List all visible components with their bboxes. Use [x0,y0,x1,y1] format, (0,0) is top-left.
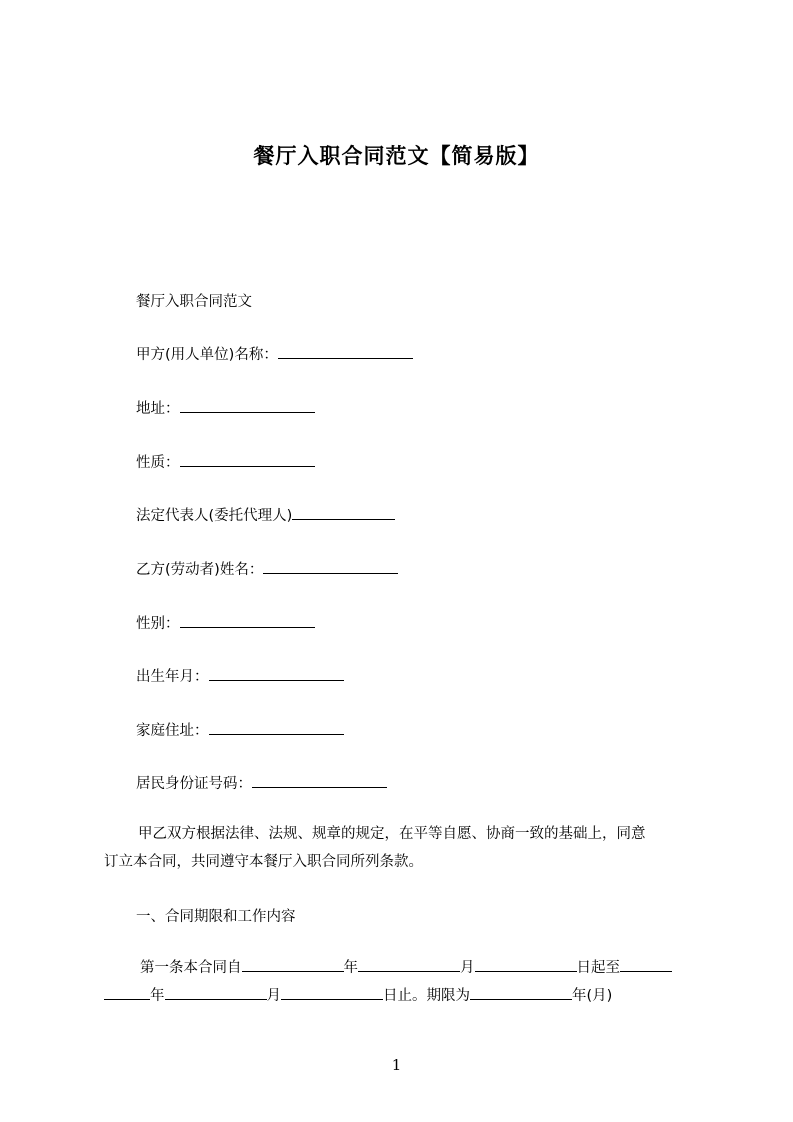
field-gender [136,612,315,633]
field-birth [136,665,344,686]
article-text: 月 [460,960,475,976]
fill-blank [180,452,315,467]
field-label: 性质： [136,455,180,471]
field-party-b-name [136,558,398,579]
field-label: 性别： [136,616,180,632]
article-text: 日起至 [576,960,620,976]
field-label: 居民身份证号码： [136,776,252,792]
article-text: 年(月) [572,988,613,1004]
article-1-line-1 [104,954,704,982]
field-label: 甲方(用人单位)名称： [136,347,278,363]
fill-blank [292,505,395,520]
fill-blank [180,398,315,413]
intro-line-1: 甲乙双方根据法律、法规、规章的规定，在平等自愿、协商一致的基础上，同意 [138,826,646,842]
article-1-line-2 [104,982,704,1010]
field-label: 法定代表人(委托代理人) [136,508,293,524]
article-text: 年 [343,960,358,976]
field-home-address [136,719,344,740]
fill-blank [242,957,344,972]
field-address [136,397,315,418]
field-label: 地址： [136,401,180,417]
fill-blank [620,957,672,972]
fill-blank [475,957,577,972]
field-id-number [136,772,387,793]
fill-blank [180,613,315,628]
field-label: 家庭住址： [136,723,209,739]
intro-line-2: 订立本合同，共同遵守本餐厅入职合同所列条款。 [104,854,423,870]
fill-blank [104,985,150,1000]
fill-blank [278,344,413,359]
intro-paragraph [104,820,704,876]
field-party-a-name [136,343,413,364]
section-heading: 一、合同期限和工作内容 [136,909,296,925]
article-text: 月 [266,988,281,1004]
field-legal-rep [136,504,395,525]
article-text: 年 [150,988,165,1004]
article-1 [104,954,704,1010]
fill-blank [165,985,267,1000]
document-title: 餐厅入职合同范文【简易版】 [253,144,540,168]
page-number: 1 [391,1056,402,1074]
article-text: 日止。期限为 [383,988,470,1004]
field-label: 出生年月： [136,669,209,685]
fill-blank [263,559,398,574]
field-label: 乙方(劳动者)姓名： [136,562,264,578]
document-subtitle: 餐厅入职合同范文 [136,294,252,310]
fill-blank [281,985,383,1000]
fill-blank [209,720,344,735]
fill-blank [470,985,572,1000]
fill-blank [209,666,344,681]
fill-blank [358,957,460,972]
article-text: 第一条本合同自 [140,960,242,976]
field-nature [136,451,315,472]
fill-blank [252,773,387,788]
